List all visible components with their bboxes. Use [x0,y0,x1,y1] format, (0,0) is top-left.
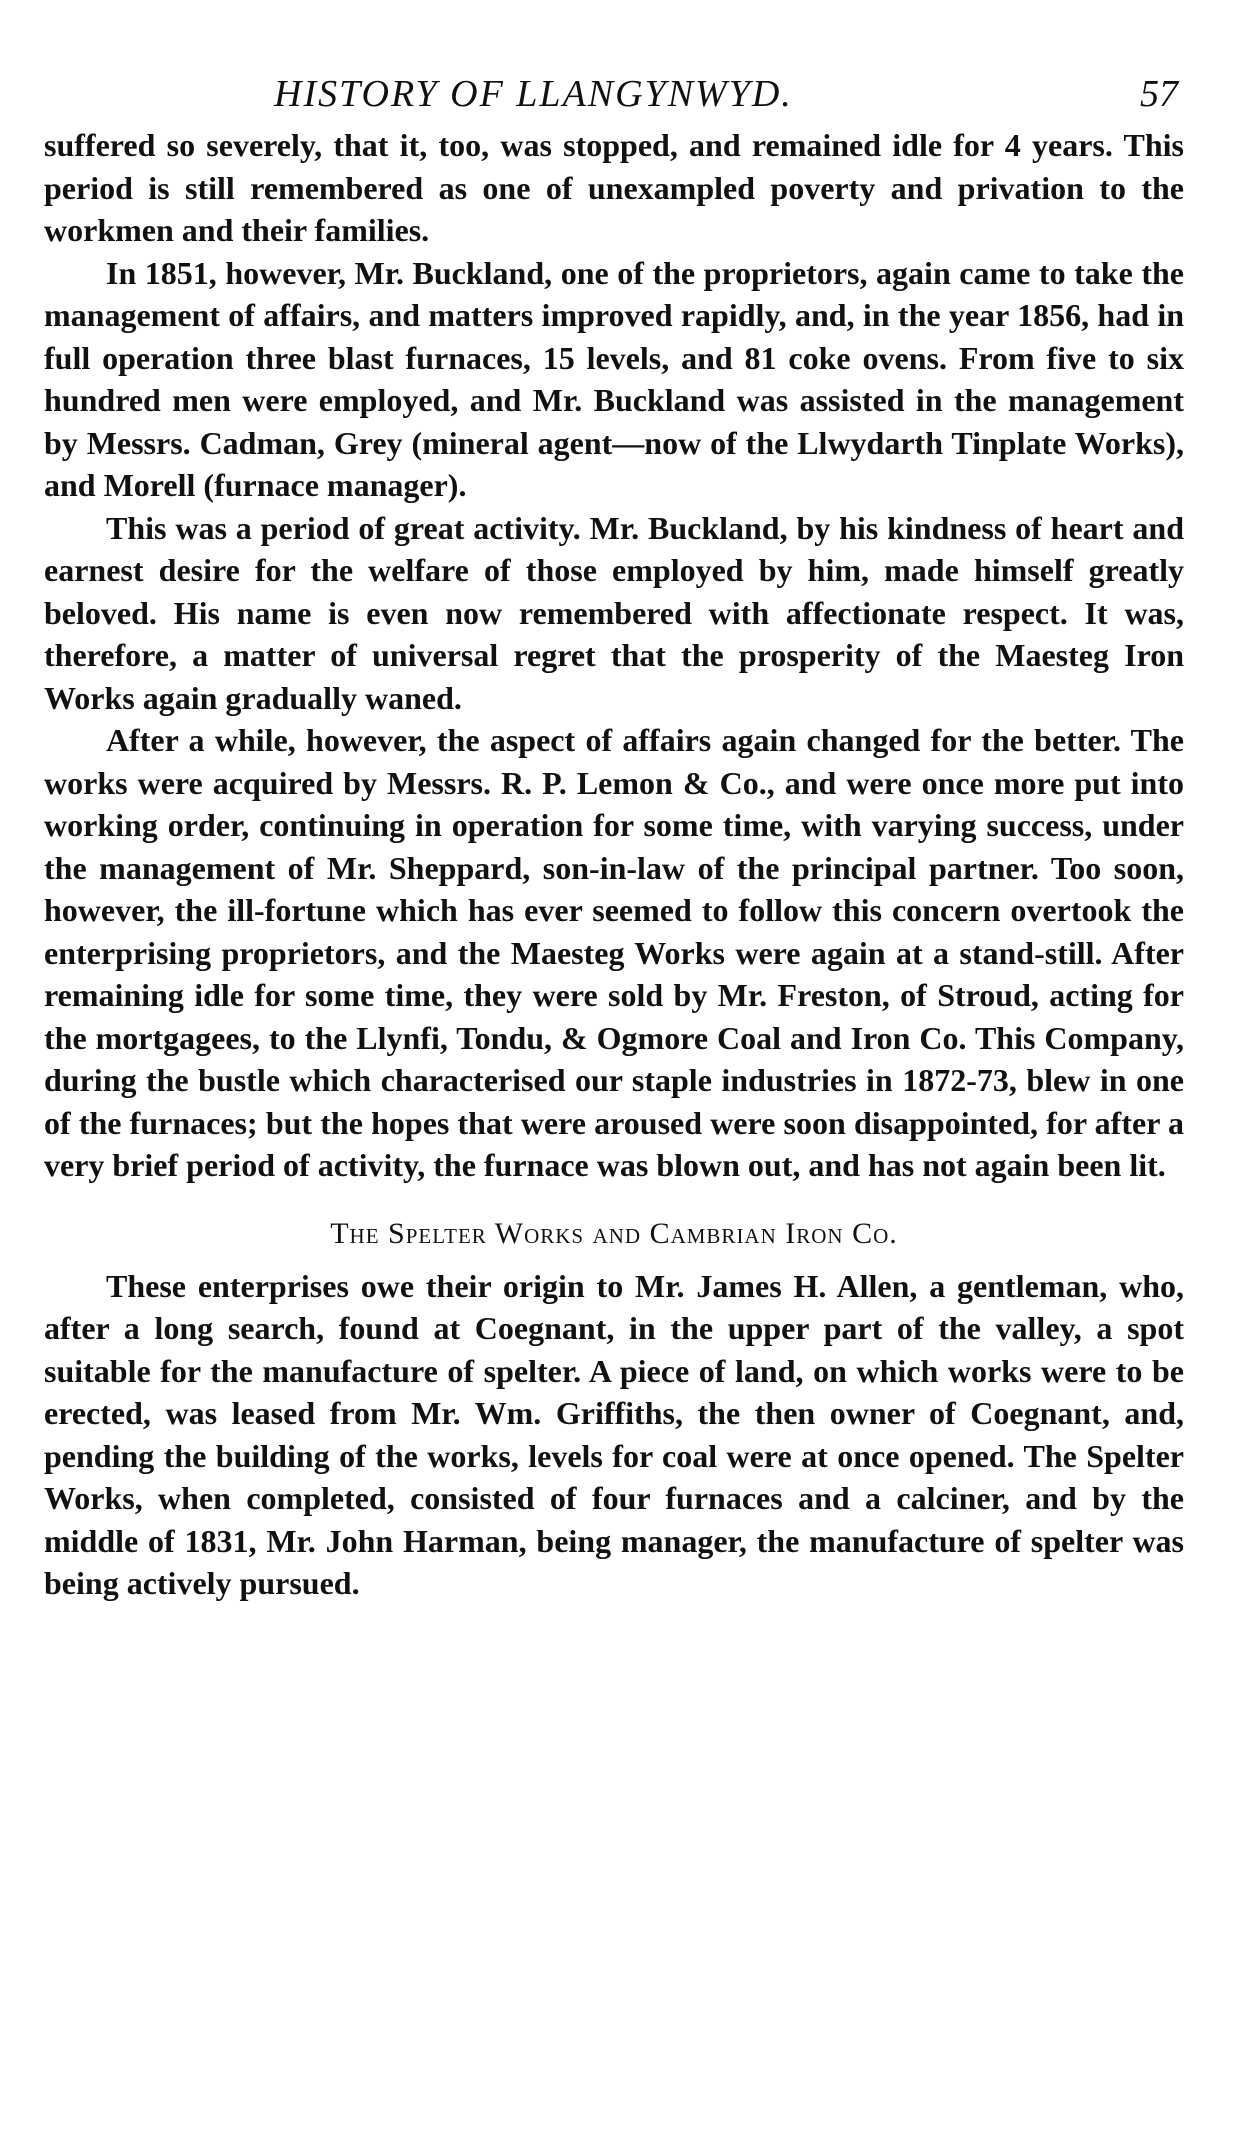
paragraph-period-of-activity: This was a period of great activity. Mr. Buckland, by his kindness of heart and earnest desire for the welfare of those employed by him, made himself greatly beloved. His name is even now remembered with affectionate respect. It was, therefore, a matter of universal regret that the prosperity of the Maesteg Iron Works again gradually waned. [44,509,1184,716]
paragraph-spelter-works: These enterprises owe their origin to Mr. James H. Allen, a gentleman, who, after a long search, found at Coegnant, in the upper part of the valley, a spot suitable for the manufacture of spelter. A piece of land, on which works were to be erected, was leased from Mr. Wm. Griffiths, the then owner of Coegnant, and, pending the building of the works, levels for coal were at once opened. The Spelter Works, when completed, consisted of four furnaces and a calciner, and by the middle of 1831, Mr. John Harman, being manager, the manufacture of spelter was being actively pursued. [44,1267,1184,1601]
paragraph-continued: suffered so severely, that it, too, was stopped, and remained idle for 4 years. This period is still remembered as one of unexampled poverty and privation to the workmen and their families. [44,127,1184,248]
book-page [44,60,1184,1605]
running-head [44,60,1184,124]
running-head-title: HISTORY OF LLANGYNWYD. [274,73,793,115]
page-number: 57 [1140,73,1178,115]
section-heading: The Spelter Works and Cambrian Iron Co. [330,1216,898,1250]
paragraph-lemon-and-co: After a while, however, the aspect of affairs again changed for the better. The works were acquired by Messrs. R. P. Lemon & Co., and were once more put into working order, continuing in operation for some time, with varying success, under the management of Mr. Sheppard, son-in-law of the principal partner. Too soon, however, the ill-fortune which has ever seemed to follow this concern overtook the enterprising proprietors, and the Maesteg Works were again at a stand-still. After remaining idle for some time, they were sold by Mr. Freston, of Stroud, acting for the mortgagees, to the Llynfi, Tondu, & Ogmore Coal and Iron Co. This Company, during the bustle which characterised our staple industries in 1872-73, blew in one of the furnaces; but the hopes that were aroused were soon disappointed, for after a very brief period of activity, the furnace was blown out, and has not again been lit. [44,722,1184,1183]
paragraph-buckland-1851: In 1851, however, Mr. Buckland, one of the proprietors, again came to take the management of affairs, and matters improved rapidly, and, in the year 1856, had in full operation three blast furnaces, 15 levels, and 81 coke ovens. From five to six hundred men were employed, and Mr. Buckland was assisted in the management by Messrs. Cadman, Grey (mineral agent—now of the Llwydarth Tinplate Works), and Morell (furnace manager). [44,254,1184,503]
body-text [44,124,1184,1605]
